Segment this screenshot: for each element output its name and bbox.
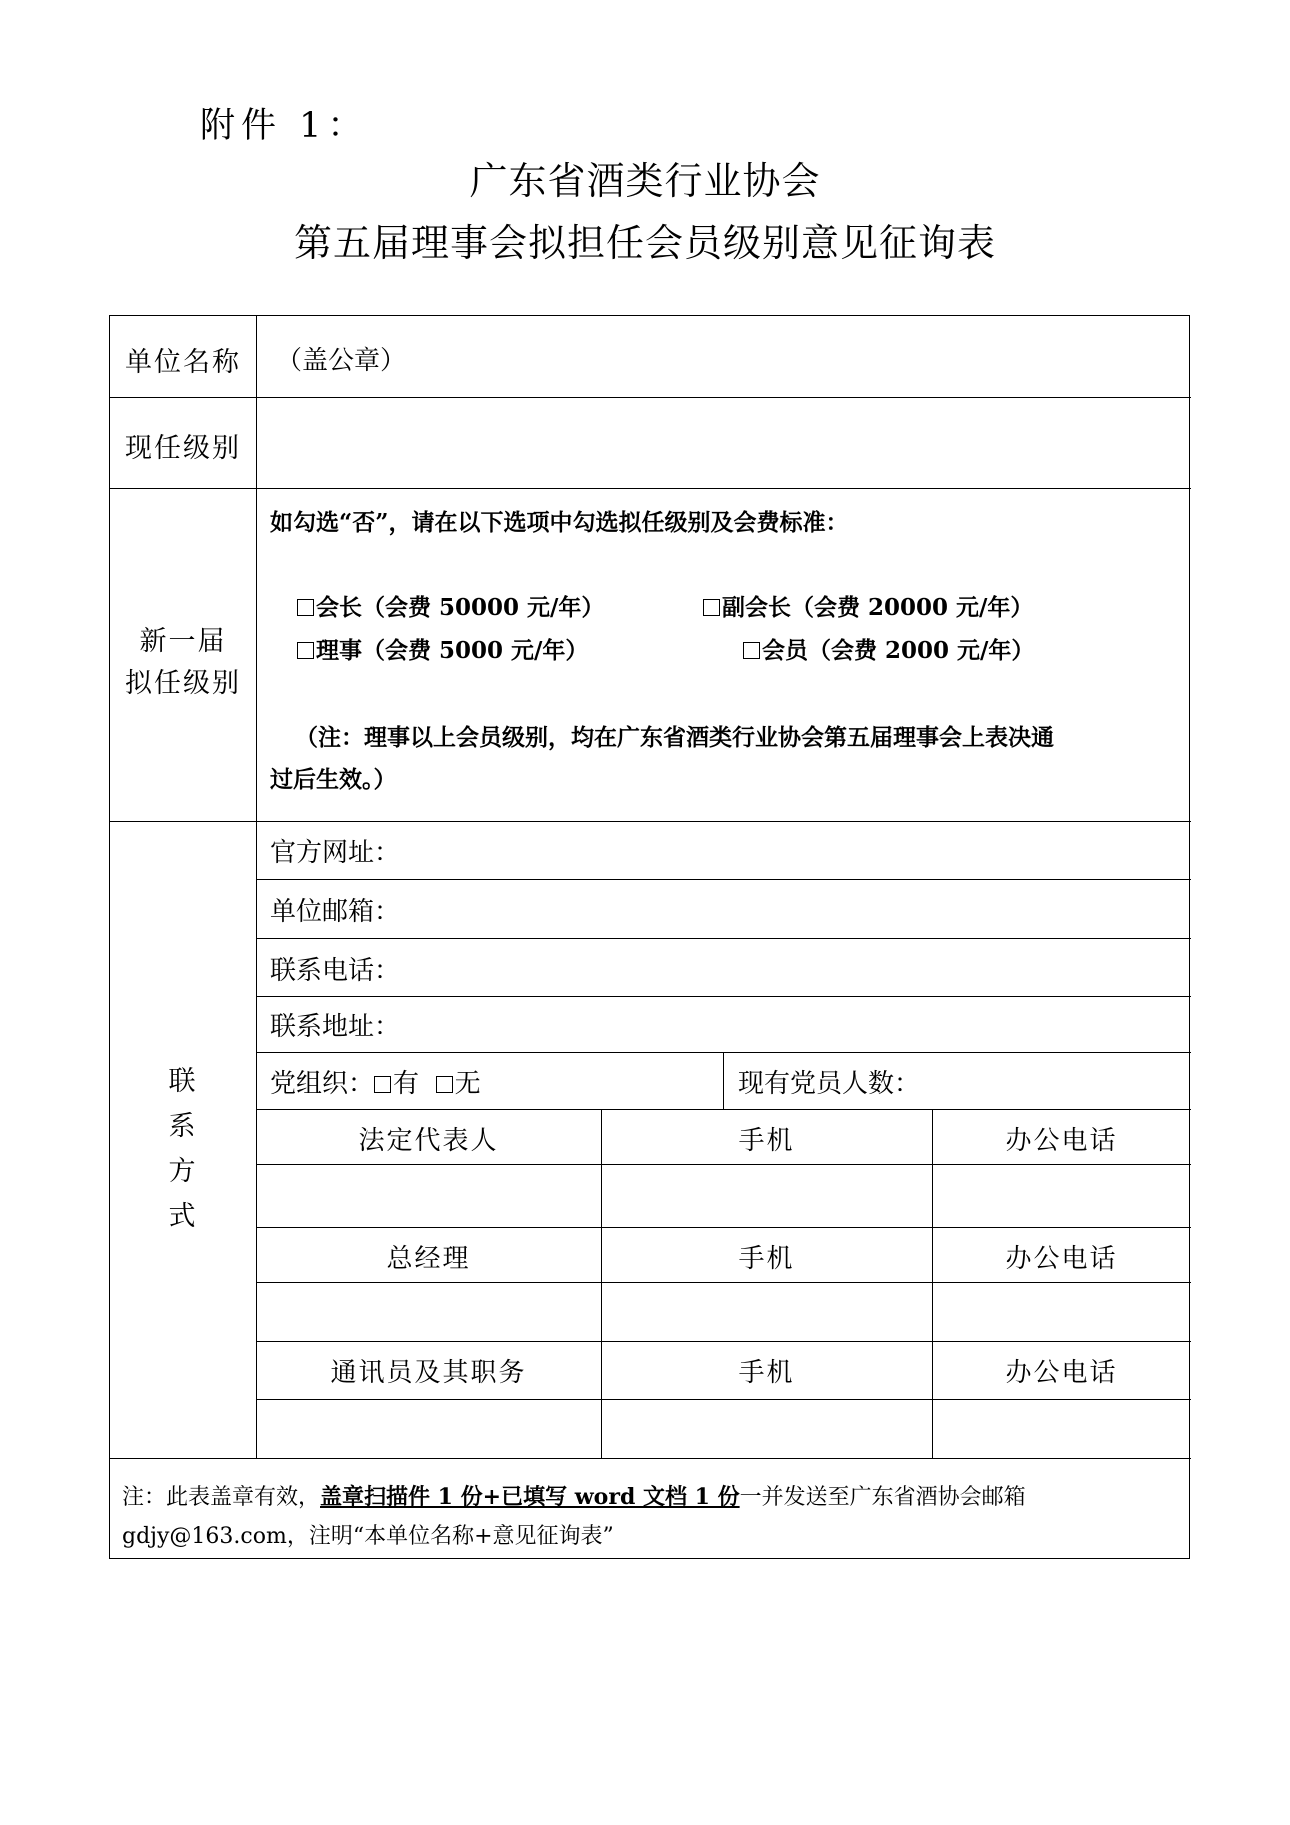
checkbox-icon[interactable] [436, 1076, 453, 1093]
contact-label-char: 联 [168, 1066, 198, 1097]
checkbox-icon[interactable] [703, 599, 720, 616]
contact-label-char: 方 [168, 1156, 198, 1187]
option-director[interactable]: 理事（会费 5000 元/年） [297, 632, 588, 665]
new-level-note-line1: （注：理事以上会员级别，均在广东省酒类行业协会第五届理事会上表决通 [295, 724, 1054, 751]
website-field[interactable]: 官方网址： [270, 838, 401, 868]
new-level-label-line1: 新一届 [139, 626, 227, 657]
unit-name-field[interactable]: （盖公章） [276, 346, 407, 376]
office-phone-header: 办公电话 [1005, 1244, 1118, 1274]
party-org-label: 党组织： [270, 1069, 375, 1099]
email-field[interactable]: 单位邮箱： [270, 897, 401, 927]
footer-note-line1: 注：此表盖章有效，盖章扫描件 1 份+已填写 word 文档 1 份一并发送至广东省酒协会邮箱 [122, 1484, 1026, 1510]
unit-name-label: 单位名称 [125, 347, 241, 378]
option-president[interactable]: 会长（会费 50000 元/年） [297, 589, 604, 622]
footer-note-line2: gdjy@163.com，注明“本单位名称+意见征询表” [122, 1524, 614, 1549]
office-phone-header: 办公电话 [1005, 1358, 1118, 1388]
option-vice-president[interactable]: 副会长（会费 20000 元/年） [703, 589, 1033, 622]
checkbox-icon[interactable] [297, 599, 314, 616]
mobile-header: 手机 [738, 1126, 795, 1156]
checkbox-icon[interactable] [743, 642, 760, 659]
inquiry-form-table [109, 315, 1190, 1559]
current-level-label: 现任级别 [125, 433, 241, 464]
title-line-2: 第五届理事会拟担任会员级别意见征询表 [293, 221, 996, 265]
contact-label-char: 系 [168, 1111, 198, 1142]
attachment-label: 附件 1： [200, 106, 369, 146]
address-field[interactable]: 联系地址： [270, 1012, 401, 1042]
new-level-note-line2: 过后生效。） [270, 766, 397, 793]
phone-field[interactable]: 联系电话： [270, 956, 401, 986]
checkbox-icon[interactable] [297, 642, 314, 659]
mobile-header: 手机 [738, 1358, 795, 1388]
current-level-field[interactable] [276, 406, 1176, 478]
contact-label-char: 式 [168, 1201, 198, 1232]
party-org-row [270, 1063, 481, 1100]
title-line-1: 广东省酒类行业协会 [469, 159, 821, 203]
party-yes-label: 有 [393, 1069, 420, 1099]
party-no-label: 无 [454, 1069, 481, 1099]
option-member[interactable]: 会员（会费 2000 元/年） [743, 632, 1034, 665]
party-members-field[interactable]: 现有党员人数： [738, 1069, 921, 1099]
mobile-header: 手机 [738, 1244, 795, 1274]
role-header: 法定代表人 [358, 1126, 499, 1156]
new-level-instruction: 如勾选“否”，请在以下选项中勾选拟任级别及会费标准： [270, 509, 849, 536]
office-phone-header: 办公电话 [1005, 1126, 1118, 1156]
checkbox-icon[interactable] [374, 1076, 391, 1093]
role-header: 通讯员及其职务 [330, 1358, 527, 1388]
new-level-label-line2: 拟任级别 [125, 668, 241, 699]
role-header: 总经理 [386, 1244, 471, 1274]
